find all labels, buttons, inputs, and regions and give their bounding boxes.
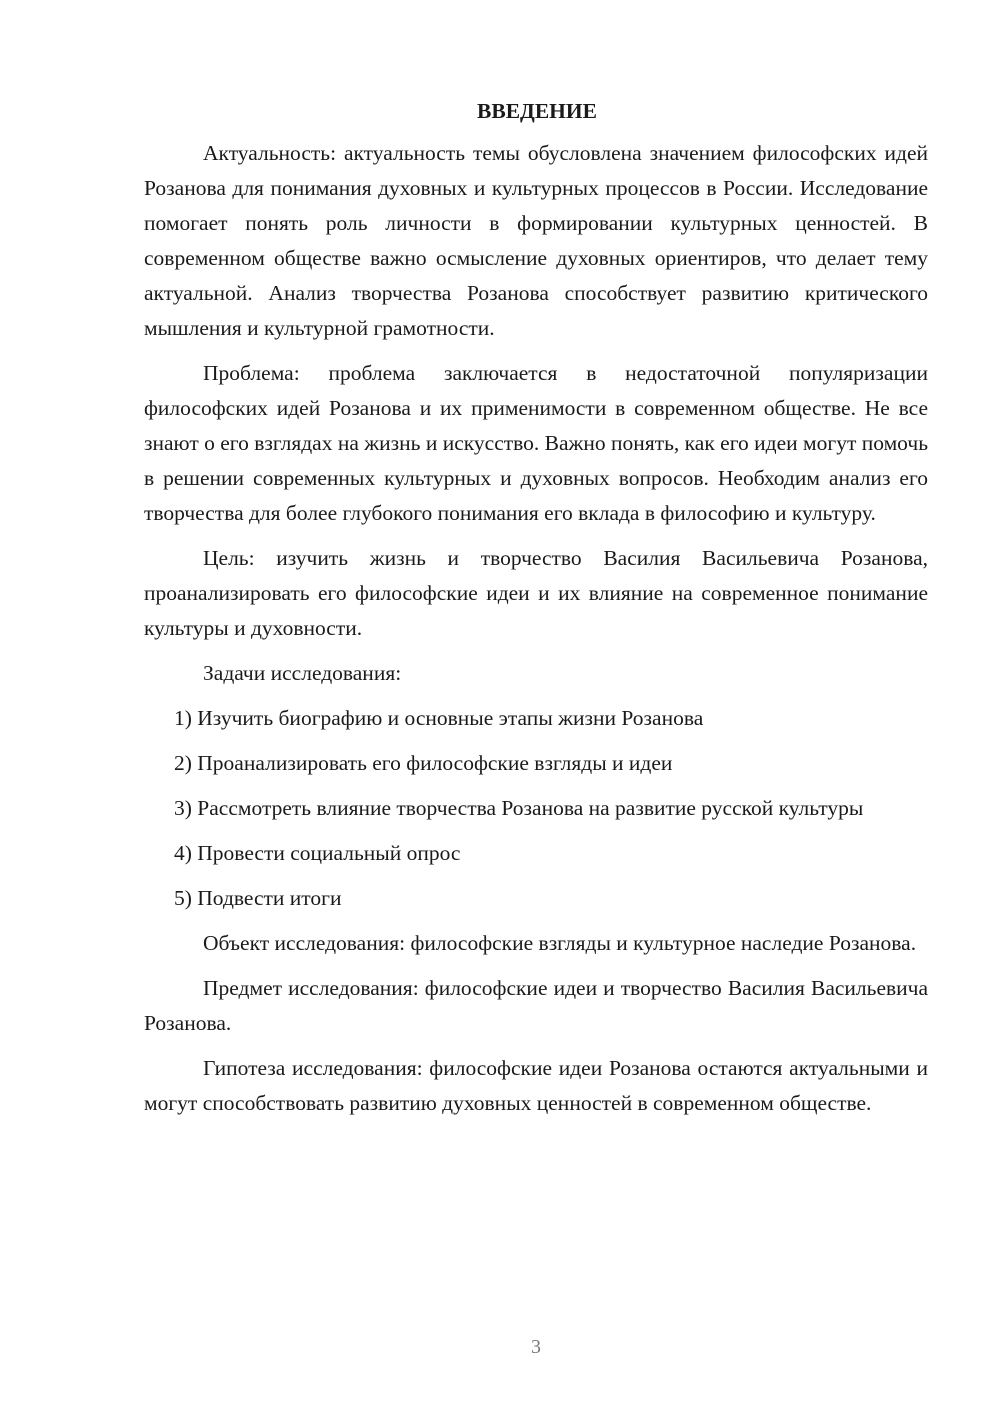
task-item: 2) Проанализировать его философские взгляды и идеи <box>174 751 673 775</box>
hypothesis-paragraph: Гипотеза исследования: философские идеи Розанова остаются актуальными и могут способствовать развитию духовных ценностей в современном обществе. <box>144 1056 928 1115</box>
problem-paragraph: Проблема: проблема заключается в недостаточной популяризации философских идей Розанова и их применимости в современном обществе. Не все знают о его взглядах на жизнь и искусство. Важно понять, как его идеи могут помочь в решении современных культурных и духовных вопросов. Необходим анализ его творчества для более глубокого понимания его вклада в философию и культуру. <box>144 361 928 525</box>
page-title: ВВЕДЕНИЕ <box>477 99 597 123</box>
task-item: 1) Изучить биографию и основные этапы жизни Розанова <box>174 706 704 730</box>
relevance-paragraph: Актуальность: актуальность темы обусловлена значением философских идей Розанова для понимания духовных и культурных процессов в России. Исследование помогает понять роль личности в формировании культурных ценностей. В современном обществе важно осмысление духовных ориентиров, что делает тему актуальной. Анализ творчества Розанова способствует развитию критического мышления и культурной грамотности. <box>144 141 928 340</box>
subject-paragraph: Предмет исследования: философские идеи и творчество Василия Васильевича Розанова. <box>144 976 928 1035</box>
document-body <box>144 96 928 1131</box>
goal-paragraph: Цель: изучить жизнь и творчество Василия Васильевича Розанова, проанализировать его философские идеи и их влияние на современное понимание культуры и духовности. <box>144 546 928 640</box>
tasks-heading: Задачи исследования: <box>203 661 402 685</box>
task-item: 4) Провести социальный опрос <box>174 841 461 865</box>
task-item: 5) Подвести итоги <box>174 886 342 910</box>
task-item: 3) Рассмотреть влияние творчества Розанова на развитие русской культуры <box>174 796 864 820</box>
object-paragraph: Объект исследования: философские взгляды и культурное наследие Розанова. <box>203 931 917 955</box>
page-number: 3 <box>531 1336 541 1358</box>
